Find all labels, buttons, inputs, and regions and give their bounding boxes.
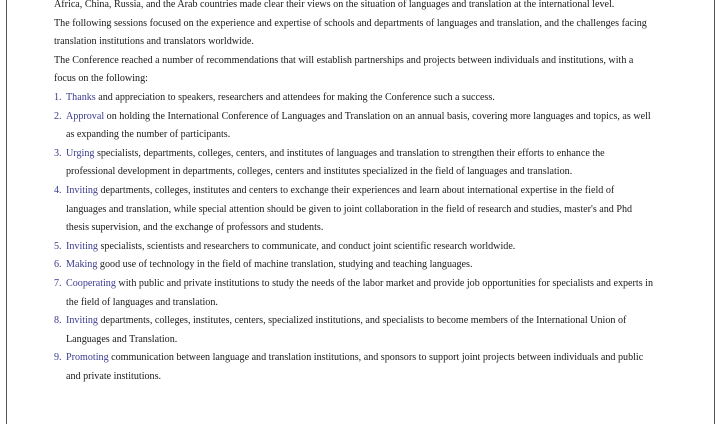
list-item xyxy=(54,145,654,182)
item-text: and appreciation to speakers, researchers and attendees for making the Conference such a success. xyxy=(95,91,495,103)
page-border-left xyxy=(6,0,7,424)
list-item xyxy=(54,256,654,275)
item-keyword: Cooperating xyxy=(66,277,116,289)
item-keyword: Inviting xyxy=(66,315,98,327)
item-number: 8. xyxy=(54,315,62,327)
item-keyword: Promoting xyxy=(66,352,109,364)
item-text: specialists, departments, colleges, centers, and institutes of languages and translation to strengthen their efforts to enhance the professional development in departments, colleges, centers and institutes specialized in the field of languages and translation. xyxy=(66,147,605,178)
list-item xyxy=(54,238,654,257)
item-text: with public and private institutions to study the needs of the labor market and provide job opportunities for specialists and experts in the field of languages and translation. xyxy=(66,277,654,308)
list-item xyxy=(54,182,654,238)
item-number: 7. xyxy=(54,277,62,289)
recommendations-list xyxy=(54,89,654,387)
item-keyword: Inviting xyxy=(66,184,98,196)
item-number: 5. xyxy=(54,240,62,252)
item-number: 4. xyxy=(54,184,62,196)
page-border-right xyxy=(714,0,715,424)
item-text: departments, colleges, institutes, centers, specialized institutions, and specialists to become members of the International Union of Languages and Translation. xyxy=(66,315,627,345)
item-keyword: Inviting xyxy=(66,240,98,252)
item-text: specialists, scientists and researchers to communicate, and conduct joint scientific research worldwide. xyxy=(97,240,516,252)
item-text: communication between language and translation institutions, and sponsors to support joint projects between individuals and public and private institutions. xyxy=(66,352,644,382)
item-number: 2. xyxy=(54,110,62,122)
item-keyword: Urging xyxy=(66,147,95,159)
item-text: departments, colleges, institutes and centers to exchange their experiences and learn about international expertise in the field of languages and translation, while special attention should be given to joint collaboration in the field of research and studies, master's and Phd thesis supervision, and the exchange of professors and students. xyxy=(66,184,633,234)
intro-paragraph-sessions: The following sessions focused on the experience and expertise of schools and departments of languages and translation, and the challenges facing translation institutions and translators worldwide. xyxy=(54,17,647,48)
item-number: 9. xyxy=(54,352,62,364)
list-item xyxy=(54,89,654,108)
item-number: 3. xyxy=(54,147,62,159)
document-body xyxy=(54,0,654,386)
list-item xyxy=(54,275,654,312)
item-text: on holding the International Conference of Languages and Translation on an annual basis, covering more languages and topics, as well as expanding the number of participants. xyxy=(66,110,651,141)
item-number: 1. xyxy=(54,91,62,103)
item-keyword: Making xyxy=(66,259,98,271)
list-item xyxy=(54,349,654,386)
item-keyword: Thanks xyxy=(66,91,96,103)
item-text: good use of technology in the field of machine translation, studying and teaching languages. xyxy=(97,259,473,271)
list-item xyxy=(54,108,654,145)
item-number: 6. xyxy=(54,259,62,271)
intro-line: Africa, China, Russia, and the Arab countries made clear their views on the situation of languages and translation at the international level. xyxy=(54,0,615,10)
item-keyword: Approval xyxy=(66,110,105,122)
list-item xyxy=(54,312,654,349)
intro-paragraph-recommendations: The Conference reached a number of recommendations that will establish partnerships and projects between individuals and institutions, with a focus on the following: xyxy=(54,54,634,85)
